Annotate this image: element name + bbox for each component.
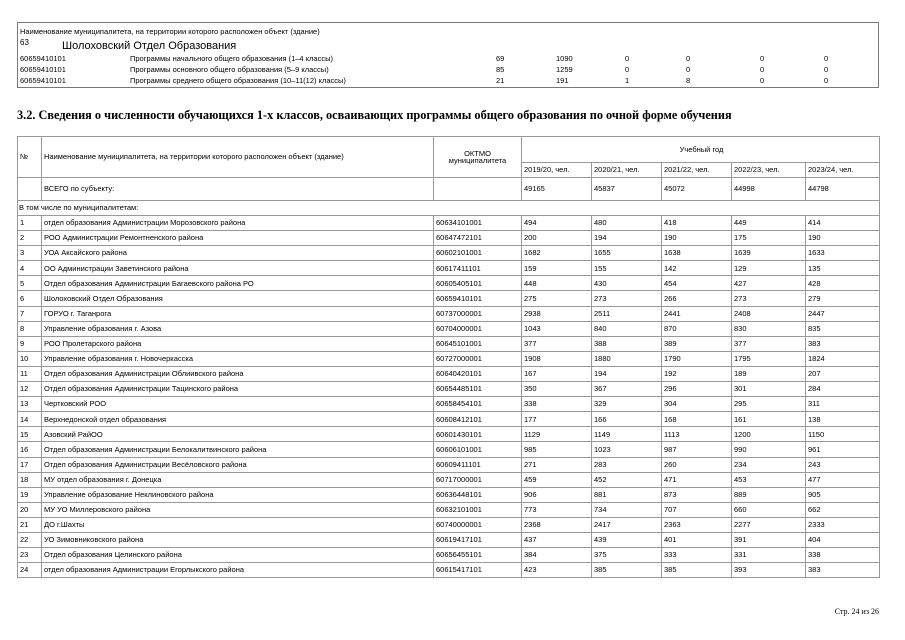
row-number: 21 [18,517,42,532]
table-row [18,457,880,472]
value-cell: 401 [662,532,732,547]
value-cell: 350 [522,382,592,397]
total-value: 45837 [592,178,662,201]
value-cell: 383 [806,563,880,578]
value-cell: 0 [625,54,630,63]
value-cell: 0 [824,54,829,63]
municipality-name: Отдел образования Администрации Весёловского района [42,457,434,472]
value-cell: 0 [686,65,691,74]
value-cell: 329 [592,397,662,412]
oktmo-code: 60658454101 [434,397,522,412]
table-row [18,336,880,351]
row-number: 15 [18,427,42,442]
value-cell: 275 [522,291,592,306]
value-cell: 404 [806,532,880,547]
value-cell: 234 [732,457,806,472]
row-number: 6 [18,291,42,306]
oktmo-code: 60647472101 [434,231,522,246]
value-cell: 1639 [732,246,806,261]
row-number: 2 [18,231,42,246]
oktmo-code: 60654485101 [434,382,522,397]
value-cell: 423 [522,563,592,578]
value-cell: 889 [732,487,806,502]
oktmo-code: 60740000001 [434,517,522,532]
value-cell: 135 [806,261,880,276]
oktmo-code: 60634101001 [434,216,522,231]
table-row [18,261,880,276]
value-cell: 437 [522,532,592,547]
table-row [18,487,880,502]
page-footer: Стр. 24 из 26 [834,607,879,616]
value-cell: 194 [592,366,662,381]
municipality-name: отдел образования Администрации Егорлыкского района [42,563,434,578]
table-row [18,382,880,397]
municipality-name: Управление образование Неклиновского района [42,487,434,502]
oktmo-code: 60605405101 [434,276,522,291]
value-cell: 840 [592,321,662,336]
value-cell: 167 [522,366,592,381]
oktmo-code: 60617411101 [434,261,522,276]
value-cell: 377 [522,336,592,351]
table-row [18,276,880,291]
subheader: В том числе по муниципалитетам: [18,201,880,216]
top-block-row [18,76,878,86]
table-row [18,231,880,246]
value-cell: 243 [806,457,880,472]
value-cell: 873 [662,487,732,502]
row-number: 9 [18,336,42,351]
municipality-name: РОО Администрации Ремонтненского района [42,231,434,246]
value-cell: 477 [806,472,880,487]
municipality-name: ГОРУО г. Таганрога [42,306,434,321]
municipality-name: Отдел образования Администрации Багаевского района РО [42,276,434,291]
value-cell: 835 [806,321,880,336]
row-number: 17 [18,457,42,472]
value-cell: 1655 [592,246,662,261]
value-cell: 271 [522,457,592,472]
value-cell: 2333 [806,517,880,532]
value-cell: 207 [806,366,880,381]
value-cell: 266 [662,291,732,306]
value-cell: 906 [522,487,592,502]
value-cell: 1633 [806,246,880,261]
top-block-name: Шолоховский Отдел Образования [62,40,237,52]
header-year: Учебный год [522,137,880,163]
value-cell: 830 [732,321,806,336]
row-number: 16 [18,442,42,457]
value-cell: 192 [662,366,732,381]
oktmo-code: 60602101001 [434,246,522,261]
header-oktmo: ОКТМО муниципалитета [434,137,522,178]
value-cell: 283 [592,457,662,472]
value-cell: 985 [522,442,592,457]
oktmo-code: 60645101001 [434,336,522,351]
table-row [18,427,880,442]
value-cell: 166 [592,412,662,427]
table-row [18,563,880,578]
value-cell: 1908 [522,351,592,366]
value-cell: 453 [732,472,806,487]
oktmo-code: 60704000001 [434,321,522,336]
year-header: 2021/22, чел. [662,163,732,178]
value-cell: 142 [662,261,732,276]
total-value: 44798 [806,178,880,201]
value-cell: 385 [592,563,662,578]
top-block-row [18,65,878,75]
year-header: 2020/21, чел. [592,163,662,178]
value-cell: 494 [522,216,592,231]
value-cell: 385 [662,563,732,578]
value-cell: 21 [496,76,505,85]
value-cell: 2441 [662,306,732,321]
municipality-name: Азовский РайОО [42,427,434,442]
value-cell: 870 [662,321,732,336]
value-cell: 260 [662,457,732,472]
oktmo-code: 60659410101 [20,65,66,74]
value-cell: 295 [732,397,806,412]
row-number: 14 [18,412,42,427]
value-cell: 1090 [556,54,573,63]
value-cell: 177 [522,412,592,427]
oktmo-code: 60619417101 [434,532,522,547]
municipality-name: Шолоховский Отдел Образования [42,291,434,306]
value-cell: 1824 [806,351,880,366]
value-cell: 375 [592,548,662,563]
value-cell: 168 [662,412,732,427]
value-cell: 428 [806,276,880,291]
value-cell: 452 [592,472,662,487]
row-number: 7 [18,306,42,321]
value-cell: 1795 [732,351,806,366]
value-cell: 1043 [522,321,592,336]
previous-table-fragment [17,22,879,88]
value-cell: 414 [806,216,880,231]
value-cell: 0 [824,65,829,74]
value-cell: 383 [806,336,880,351]
oktmo-code: 60632101001 [434,502,522,517]
value-cell: 273 [732,291,806,306]
value-cell: 961 [806,442,880,457]
value-cell: 430 [592,276,662,291]
value-cell: 773 [522,502,592,517]
value-cell: 449 [732,216,806,231]
value-cell: 480 [592,216,662,231]
value-cell: 660 [732,502,806,517]
value-cell: 448 [522,276,592,291]
value-cell: 1149 [592,427,662,442]
value-cell: 161 [732,412,806,427]
municipality-name: МУ отдел образования г. Донецка [42,472,434,487]
value-cell: 338 [522,397,592,412]
value-cell: 194 [592,231,662,246]
value-cell: 388 [592,336,662,351]
oktmo-code: 60606101001 [434,442,522,457]
table-row [18,517,880,532]
value-cell: 190 [806,231,880,246]
municipality-name: отдел образования Администрации Морозовского района [42,216,434,231]
value-cell: 311 [806,397,880,412]
header-number: № [18,137,42,178]
row-number: 4 [18,261,42,276]
value-cell: 707 [662,502,732,517]
municipality-name: Чертковский РОО [42,397,434,412]
value-cell: 296 [662,382,732,397]
row-number: 22 [18,532,42,547]
oktmo-code: 60636448101 [434,487,522,502]
value-cell: 2363 [662,517,732,532]
value-cell: 367 [592,382,662,397]
oktmo-code: 60659410101 [434,291,522,306]
row-number: 10 [18,351,42,366]
value-cell: 662 [806,502,880,517]
oktmo-code: 60659410101 [20,54,66,63]
value-cell: 155 [592,261,662,276]
municipality-name: Отдел образования Администрации Облиивского района [42,366,434,381]
value-cell: 905 [806,487,880,502]
total-value: 44998 [732,178,806,201]
oktmo-code: 60608412101 [434,412,522,427]
program-name: Программы основного общего образования (5–9 классы) [130,65,329,74]
value-cell: 1638 [662,246,732,261]
value-cell: 190 [662,231,732,246]
value-cell: 2938 [522,306,592,321]
value-cell: 1150 [806,427,880,442]
value-cell: 273 [592,291,662,306]
section-title: 3.2. Сведения о численности обучающихся 1-х классов, осваивающих программы общего образования по очной форме обучения [17,108,732,122]
value-cell: 881 [592,487,662,502]
value-cell: 301 [732,382,806,397]
value-cell: 191 [556,76,569,85]
value-cell: 1023 [592,442,662,457]
municipality-name: ОО Администрации Заветинского района [42,261,434,276]
value-cell: 0 [760,76,765,85]
value-cell: 2417 [592,517,662,532]
value-cell: 454 [662,276,732,291]
value-cell: 2368 [522,517,592,532]
value-cell: 1113 [662,427,732,442]
value-cell: 333 [662,548,732,563]
row-number: 24 [18,563,42,578]
municipality-name: Отдел образования Администрации Тацинского района [42,382,434,397]
municipality-name: Управление образования г. Азова [42,321,434,336]
value-cell: 384 [522,548,592,563]
value-cell: 1790 [662,351,732,366]
oktmo-code: 60640420101 [434,366,522,381]
row-number: 20 [18,502,42,517]
oktmo-code: 60659410101 [20,76,66,85]
value-cell: 1200 [732,427,806,442]
value-cell: 377 [732,336,806,351]
table-row [18,321,880,336]
municipality-name: МУ УО Миллеровского района [42,502,434,517]
oktmo-code: 60717000001 [434,472,522,487]
value-cell: 393 [732,563,806,578]
value-cell: 439 [592,532,662,547]
row-number: 13 [18,397,42,412]
program-name: Программы среднего общего образования (10–11(12) классы) [130,76,346,85]
municipality-name: ДО г.Шахты [42,517,434,532]
value-cell: 175 [732,231,806,246]
value-cell: 2447 [806,306,880,321]
oktmo-code: 60737000001 [434,306,522,321]
municipality-name: Отдел образования Целинского района [42,548,434,563]
top-block-row [18,54,878,64]
row-number: 19 [18,487,42,502]
table-row [18,216,880,231]
top-block-number: 63 [20,38,29,47]
row-number: 5 [18,276,42,291]
municipality-name: УОА Аксайского района [42,246,434,261]
value-cell: 69 [496,54,505,63]
total-label: ВСЕГО по субъекту: [42,178,434,201]
value-cell: 159 [522,261,592,276]
row-number: 18 [18,472,42,487]
row-number: 23 [18,548,42,563]
table-row [18,502,880,517]
header-name: Наименование муниципалитета, на территории которого расположен объект (здание) [42,137,434,178]
value-cell: 987 [662,442,732,457]
table-row [18,442,880,457]
value-cell: 427 [732,276,806,291]
table-row [18,366,880,381]
program-name: Программы начального общего образования (1–4 классы) [130,54,333,63]
top-block-header: Наименование муниципалитета, на территории которого расположен объект (здание) [20,27,320,36]
year-header: 2019/20, чел. [522,163,592,178]
row-number: 8 [18,321,42,336]
table-row [18,351,880,366]
value-cell: 389 [662,336,732,351]
value-cell: 0 [824,76,829,85]
value-cell: 1682 [522,246,592,261]
value-cell: 2277 [732,517,806,532]
value-cell: 0 [625,65,630,74]
row-number: 12 [18,382,42,397]
value-cell: 734 [592,502,662,517]
oktmo-code: 60656455101 [434,548,522,563]
table-row [18,397,880,412]
value-cell: 1129 [522,427,592,442]
municipality-name: Отдел образования Администрации Белокалитвинского района [42,442,434,457]
table-row [18,412,880,427]
value-cell: 459 [522,472,592,487]
value-cell: 338 [806,548,880,563]
value-cell: 391 [732,532,806,547]
value-cell: 1 [625,76,630,85]
value-cell: 304 [662,397,732,412]
value-cell: 0 [760,65,765,74]
students-table [17,136,880,578]
value-cell: 418 [662,216,732,231]
total-value: 49165 [522,178,592,201]
table-row [18,472,880,487]
value-cell: 1880 [592,351,662,366]
row-number: 11 [18,366,42,381]
year-header: 2023/24, чел. [806,163,880,178]
oktmo-code: 60615417101 [434,563,522,578]
municipality-name: Управление образования г. Новочеркасска [42,351,434,366]
municipality-name: УО Зимовниковского района [42,532,434,547]
oktmo-code: 60609411101 [434,457,522,472]
value-cell: 138 [806,412,880,427]
value-cell: 129 [732,261,806,276]
value-cell: 0 [686,54,691,63]
value-cell: 331 [732,548,806,563]
municipality-name: РОО Пролетарского района [42,336,434,351]
row-number: 1 [18,216,42,231]
value-cell: 279 [806,291,880,306]
value-cell: 2511 [592,306,662,321]
value-cell: 8 [686,76,691,85]
table-row [18,291,880,306]
municipality-name: Верхнедонской отдел образования [42,412,434,427]
value-cell: 284 [806,382,880,397]
value-cell: 471 [662,472,732,487]
value-cell: 189 [732,366,806,381]
value-cell: 1259 [556,65,573,74]
oktmo-code: 60601430101 [434,427,522,442]
table-row [18,246,880,261]
total-value: 45072 [662,178,732,201]
value-cell: 200 [522,231,592,246]
value-cell: 990 [732,442,806,457]
year-header: 2022/23, чел. [732,163,806,178]
table-row [18,548,880,563]
table-row [18,532,880,547]
value-cell: 2408 [732,306,806,321]
table-row [18,306,880,321]
value-cell: 0 [760,54,765,63]
row-number: 3 [18,246,42,261]
oktmo-code: 60727000001 [434,351,522,366]
value-cell: 85 [496,65,505,74]
